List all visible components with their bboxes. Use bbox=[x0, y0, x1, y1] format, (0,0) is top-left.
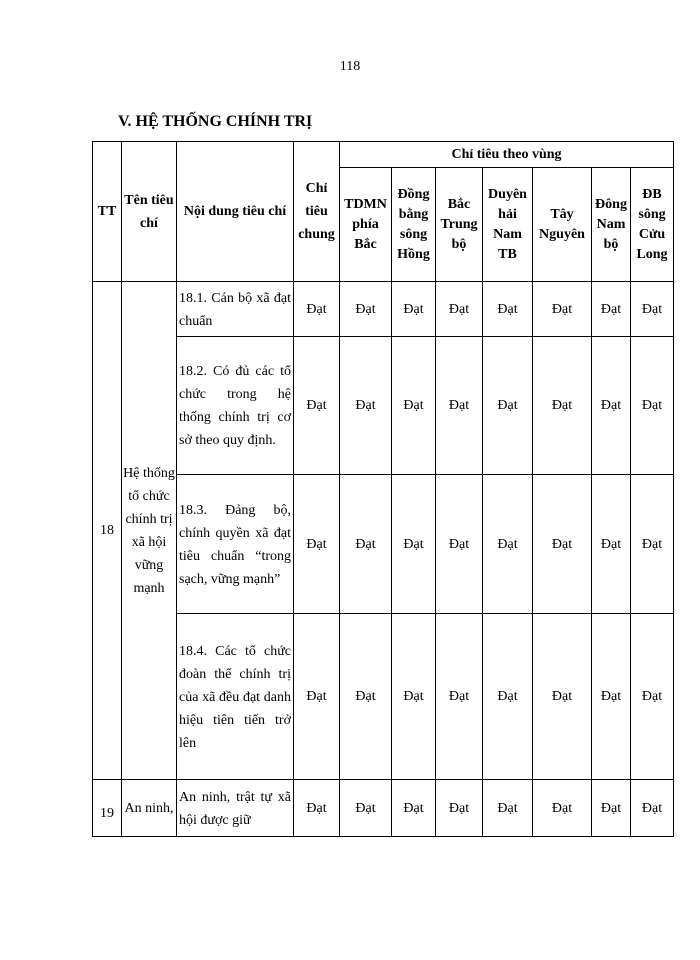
region-value: Đạt bbox=[631, 282, 674, 337]
criterion-content: 18.3. Đảng bộ, chính quyền xã đạt tiêu chuẩn “trong sạch, vững mạnh” bbox=[177, 475, 294, 614]
region-value: Đạt bbox=[340, 475, 392, 614]
table-row bbox=[93, 282, 674, 337]
region-value: Đạt bbox=[592, 614, 631, 780]
region-value: Đạt bbox=[533, 337, 592, 475]
region-value: Đạt bbox=[392, 614, 436, 780]
region-value: Đạt bbox=[436, 282, 483, 337]
general-value: Đạt bbox=[294, 282, 340, 337]
table-row bbox=[93, 337, 674, 475]
header-tt: TT bbox=[93, 142, 122, 282]
region-value: Đạt bbox=[592, 337, 631, 475]
region-value: Đạt bbox=[392, 780, 436, 837]
region-value: Đạt bbox=[392, 475, 436, 614]
header-general: Chỉ tiêu chung bbox=[294, 142, 340, 282]
header-region: ĐB sông Cửu Long bbox=[631, 168, 674, 282]
header-regional-group: Chỉ tiêu theo vùng bbox=[340, 142, 674, 168]
region-value: Đạt bbox=[483, 780, 533, 837]
criterion-number: 18 bbox=[93, 282, 122, 780]
region-value: Đạt bbox=[392, 282, 436, 337]
criterion-content: 18.2. Có đủ các tổ chức trong hệ thống chính trị cơ sở theo quy định. bbox=[177, 337, 294, 475]
criterion-content: 18.4. Các tổ chức đoàn thể chính trị của xã đều đạt danh hiệu tiên tiến trở lên bbox=[177, 614, 294, 780]
region-value: Đạt bbox=[436, 780, 483, 837]
table-row bbox=[93, 475, 674, 614]
criteria-table bbox=[92, 141, 674, 837]
general-value: Đạt bbox=[294, 475, 340, 614]
header-row-1 bbox=[93, 142, 674, 168]
region-value: Đạt bbox=[592, 282, 631, 337]
region-value: Đạt bbox=[436, 337, 483, 475]
region-value: Đạt bbox=[533, 475, 592, 614]
criterion-name: Hệ thống tổ chức chính trị xã hội vững mạnh bbox=[122, 282, 177, 780]
criterion-content: 18.1. Cán bộ xã đạt chuẩn bbox=[177, 282, 294, 337]
region-value: Đạt bbox=[631, 780, 674, 837]
page-number: 118 bbox=[339, 59, 361, 74]
region-value: Đạt bbox=[483, 337, 533, 475]
region-value: Đạt bbox=[631, 337, 674, 475]
criterion-name: An ninh, bbox=[122, 780, 177, 837]
region-value: Đạt bbox=[533, 780, 592, 837]
region-value: Đạt bbox=[592, 780, 631, 837]
criterion-number: 19 bbox=[93, 780, 122, 837]
header-region: Bắc Trung bộ bbox=[436, 168, 483, 282]
general-value: Đạt bbox=[294, 614, 340, 780]
general-value: Đạt bbox=[294, 780, 340, 837]
general-value: Đạt bbox=[294, 337, 340, 475]
header-criterion-name: Tên tiêu chí bbox=[122, 142, 177, 282]
criterion-content: An ninh, trật tự xã hội được giữ bbox=[177, 780, 294, 837]
region-value: Đạt bbox=[436, 475, 483, 614]
region-value: Đạt bbox=[340, 337, 392, 475]
header-region: Đồng bằng sông Hồng bbox=[392, 168, 436, 282]
region-value: Đạt bbox=[483, 475, 533, 614]
region-value: Đạt bbox=[436, 614, 483, 780]
region-value: Đạt bbox=[631, 475, 674, 614]
region-value: Đạt bbox=[340, 780, 392, 837]
header-content: Nội dung tiêu chí bbox=[177, 142, 294, 282]
region-value: Đạt bbox=[533, 614, 592, 780]
section-title: V. HỆ THỐNG CHÍNH TRỊ bbox=[118, 113, 313, 130]
region-value: Đạt bbox=[533, 282, 592, 337]
region-value: Đạt bbox=[340, 614, 392, 780]
header-region: Duyên hải Nam TB bbox=[483, 168, 533, 282]
region-value: Đạt bbox=[340, 282, 392, 337]
table-row bbox=[93, 614, 674, 780]
header-region: Tây Nguyên bbox=[533, 168, 592, 282]
region-value: Đạt bbox=[631, 614, 674, 780]
table-row bbox=[93, 780, 674, 837]
region-value: Đạt bbox=[592, 475, 631, 614]
header-region: TDMN phía Bắc bbox=[340, 168, 392, 282]
header-region: Đông Nam bộ bbox=[592, 168, 631, 282]
region-value: Đạt bbox=[483, 282, 533, 337]
region-value: Đạt bbox=[392, 337, 436, 475]
region-value: Đạt bbox=[483, 614, 533, 780]
